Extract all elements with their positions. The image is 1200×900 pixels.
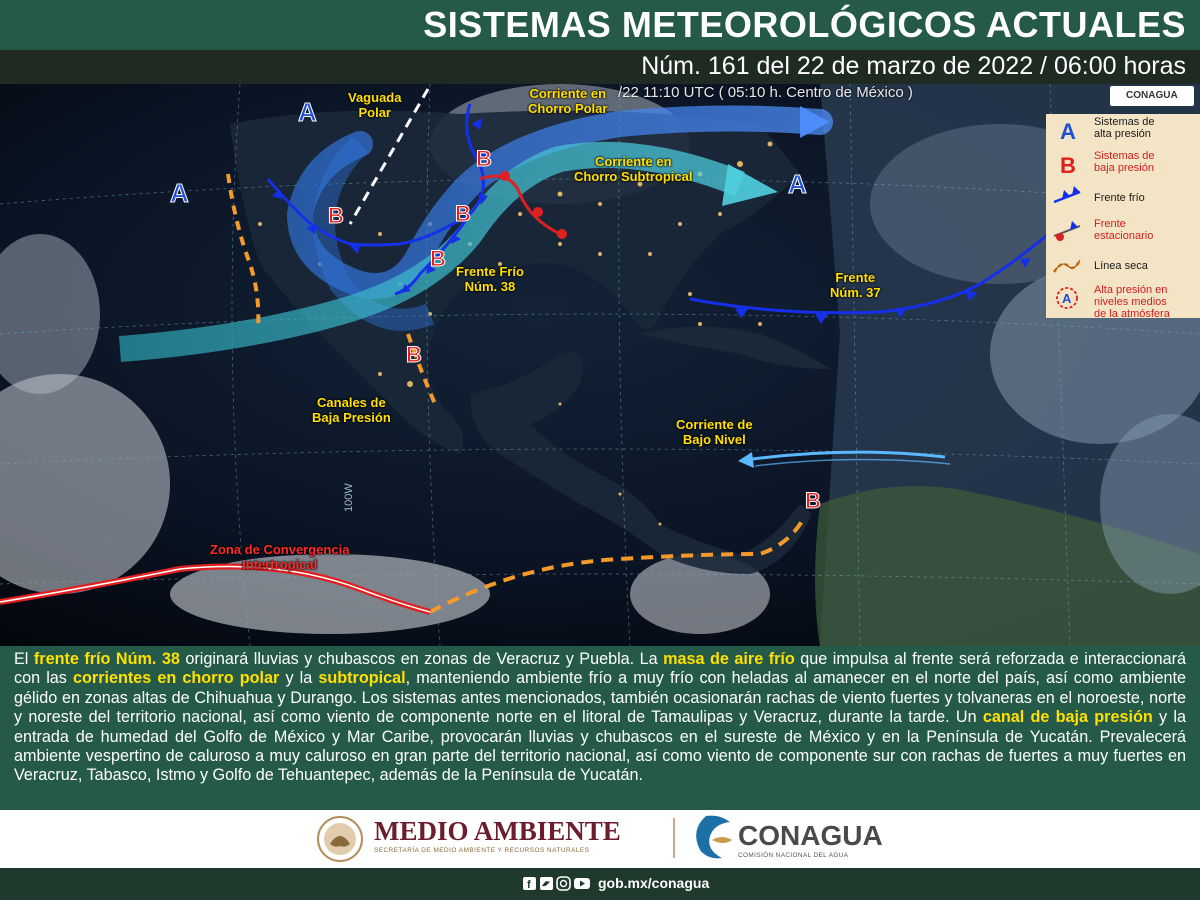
conagua-subtitle: COMISIÓN NACIONAL DEL AGUA (738, 852, 849, 859)
legend-label: Alta presión en niveles medios de la atmósfera (1094, 284, 1170, 320)
forecast-description (0, 646, 1200, 810)
weather-satellite-map (0, 84, 1200, 646)
label-canales-baja-presion: Canales de Baja Presión (312, 395, 391, 425)
highlighted-term: frente frío Núm. 38 (33, 650, 180, 668)
stationary-front-icon (1052, 220, 1082, 244)
legend-low-pressure (1046, 148, 1200, 182)
label-frente-frio-38: Frente Frío Núm. 38 (456, 264, 524, 294)
website-link[interactable]: gob.mx/conagua (598, 875, 710, 891)
medio-ambiente-title: MEDIO AMBIENTE (374, 816, 621, 846)
conagua-logo-small: CONAGUA (1110, 86, 1194, 106)
legend-label: Línea seca (1094, 260, 1148, 272)
footer-logos (0, 810, 1200, 868)
legend-dry-line (1046, 250, 1200, 284)
label-zona-convergencia: Zona de Convergencia Intertropical (210, 542, 350, 572)
footer-graphics (0, 810, 1200, 868)
instagram-icon[interactable] (557, 877, 570, 890)
facebook-icon[interactable] (523, 877, 536, 891)
legend-label: Sistemas de baja presión (1094, 150, 1155, 174)
label-corriente-chorro-polar: Corriente en Chorro Polar (528, 86, 608, 116)
high-pressure-icon (1052, 118, 1082, 142)
map-legend (1046, 114, 1200, 318)
description-text: originará lluvias y chubascos en zonas de Veracruz y Puebla. La (179, 650, 664, 668)
description-text: y la (279, 669, 319, 688)
legend-label: Sistemas de alta presión (1094, 116, 1155, 140)
dry-line-icon (1052, 254, 1082, 278)
youtube-icon[interactable] (574, 878, 590, 889)
bulletin-bar (0, 50, 1200, 84)
cold-front-icon (1052, 186, 1082, 210)
legend-high-pressure (1046, 114, 1200, 148)
satellite-timestamp: /22 11:10 UTC ( 05:10 h. Centro de México ) (618, 84, 913, 101)
legend-cold-front (1046, 182, 1200, 216)
mid-level-high-icon (1052, 286, 1082, 310)
high-pressure-a-1: A (298, 97, 317, 127)
legend-mid-level-high (1046, 282, 1200, 320)
forecast-paragraph (14, 650, 1186, 786)
twitter-icon[interactable] (540, 877, 553, 890)
medio-ambiente-subtitle: SECRETARÍA DE MEDIO AMBIENTE Y RECURSOS NATURALES (374, 847, 590, 854)
legend-label: Frente frío (1094, 192, 1145, 204)
svg-text:A: A (1062, 291, 1072, 306)
label-corriente-bajo-nivel: Corriente de Bajo Nivel (676, 417, 753, 447)
page-title: SISTEMAS METEOROLÓGICOS ACTUALES (423, 4, 1186, 45)
high-pressure-a-3: A (788, 169, 807, 199)
high-pressure-a-2: A (170, 178, 189, 208)
bulletin-number-date: Núm. 161 del 22 de marzo de 2022 / 06:00 horas (641, 52, 1186, 80)
description-text: que impulsa al frente será reforzada e interaccionará con las (14, 650, 1186, 688)
header-bar (0, 0, 1200, 50)
svg-text:f: f (527, 879, 531, 891)
description-text: El (14, 650, 34, 668)
low-pressure-b-1: B (476, 146, 492, 171)
conagua-title: CONAGUA (738, 820, 883, 851)
label-vaguada-polar: Vaguada Polar (348, 90, 402, 120)
longitude-label: 100W (343, 483, 355, 512)
legend-label: Frente estacionario (1094, 218, 1154, 242)
svg-text:B: B (1060, 153, 1076, 176)
highlighted-term: canal de baja presión (982, 708, 1153, 727)
footer-social-bar (0, 868, 1200, 900)
conagua-wave-logo (696, 816, 732, 859)
highlighted-term: subtropical (318, 669, 406, 688)
description-text: y la entrada de humedad del Golfo de México y Mar Caribe, provocarán lluvias y chubascos en el sureste de México y en la Península de Yucatán. Prevalecerá ambiente vespertino de caluroso a muy caluroso en gran parte del territorio nacional, así como viento de componente sur con rachas de fuertes a muy fuertes en Veracruz, Tabasco, Istmo y Golfo de Tehuantepec, además de la Península de Yucatán. (14, 708, 1186, 785)
low-pressure-b-3: B (455, 201, 471, 226)
low-pressure-b-6: B (805, 488, 821, 513)
legend-stationary-front (1046, 216, 1200, 250)
label-frente-37: Frente Núm. 37 (830, 270, 881, 300)
low-pressure-icon (1052, 152, 1082, 176)
low-pressure-b-5: B (406, 342, 422, 367)
description-text: , manteniendo ambiente frío a muy frío con heladas al amanecer en el norte del país, así como ambiente gélido en zonas altas de Chihuahua y Durango. Los sistemas antes mencionados, también ocasionarán rachas de viento fuertes y tolvaneras en el noroeste, norte y noreste del territorio nacional, así como viento de componente norte en el litoral de Tamaulipas y Veracruz, durante la tarde. Un (14, 669, 1187, 727)
mexico-seal-logo (318, 817, 362, 861)
highlighted-term: corrientes en chorro polar (73, 669, 280, 688)
svg-text:A: A (1060, 119, 1076, 142)
low-pressure-b-4: B (430, 246, 446, 271)
low-pressure-b-2: B (328, 203, 344, 228)
label-corriente-chorro-subtropical: Corriente en Chorro Subtropical (574, 154, 693, 184)
highlighted-term: masa de aire frío (663, 650, 795, 668)
